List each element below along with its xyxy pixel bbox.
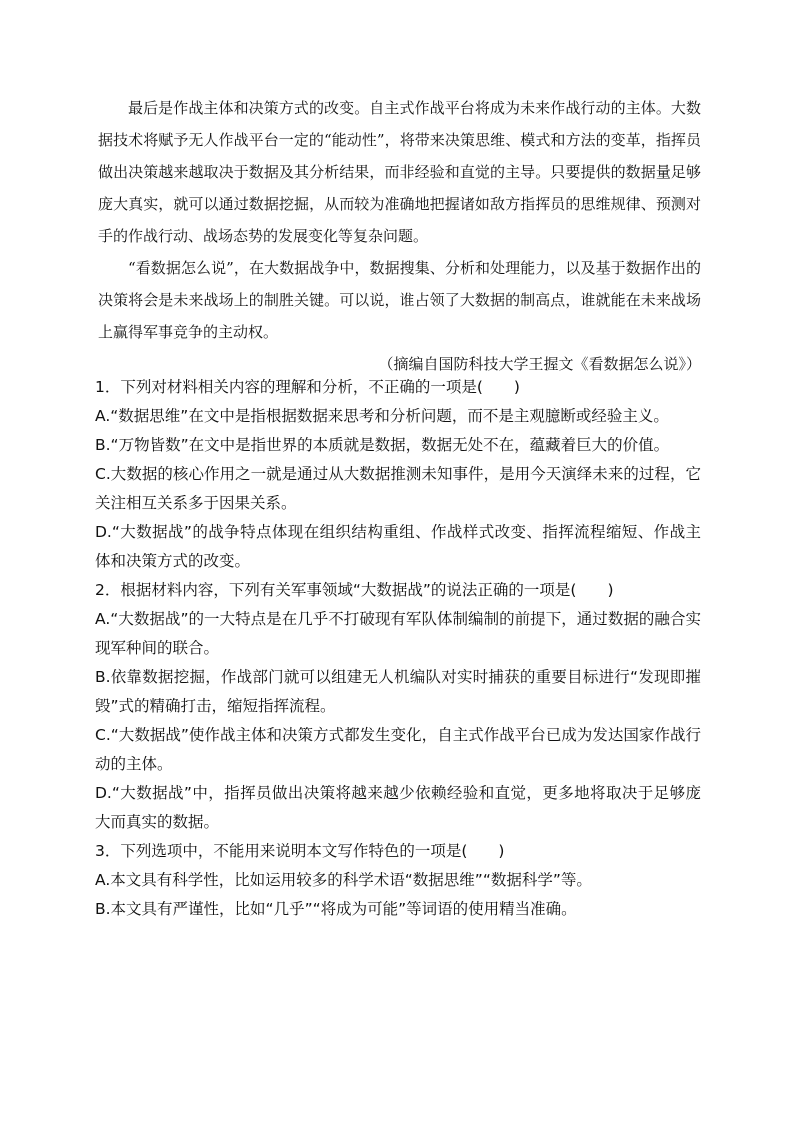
option-b: B.“万物皆数”在文中是指世界的本质就是数据，数据无处不在，蕴藏着巨大的价值。 — [95, 436, 670, 454]
passage-paragraph-2: “看数据怎么说”，在大数据战争中，数据搜集、分析和处理能力，以及基于数据作出的决策将会是未来战场上的制胜关键。可以说，谁占领了大数据的制高点，谁就能在未来战场上赢得军事竞争的主动权。 — [98, 259, 701, 341]
option-d: D.“大数据战”的战争特点体现在组织结构重组、作战样式改变、指挥流程缩短、作战主体和决策方式的改变。 — [95, 523, 701, 570]
option-b: B.依靠数据挖掘，作战部门就可以组建无人机编队对实时捕获的重要目标进行“发现即摧毁”式的精确打击，缩短指挥流程。 — [95, 668, 701, 715]
question-stem: 1．下列对材料相关内容的理解和分析，不正确的一项是( ) — [95, 378, 520, 396]
question-2 — [95, 576, 701, 837]
reading-passage — [98, 92, 701, 380]
option-a: A.“数据思维”在文中是指根据数据来思考和分析问题，而不是主观臆断或经验主义。 — [95, 407, 669, 425]
passage-source: （摘编自国防科技大学王握文《看数据怎么说》） — [378, 355, 701, 373]
question-3 — [95, 837, 701, 924]
question-stem: 3．下列选项中，不能用来说明本文写作特色的一项是( ) — [95, 842, 505, 860]
question-stem: 2．根据材料内容，下列有关军事领域“大数据战”的说法正确的一项是( ) — [95, 581, 614, 599]
option-c: C.“大数据战”使作战主体和决策方式都发生变化，自主式作战平台已成为发达国家作战行动的主体。 — [95, 726, 701, 773]
question-1 — [95, 373, 701, 576]
option-c: C.大数据的核心作用之一就是通过从大数据推测未知事件，是用今天演绎未来的过程，它关注相互关系多于因果关系。 — [95, 465, 701, 512]
option-d: D.“大数据战”中，指挥员做出决策将越来越少依赖经验和直觉，更多地将取决于足够庞大而真实的数据。 — [95, 784, 701, 831]
option-a: A.“大数据战”的一大特点是在几乎不打破现有军队体制编制的前提下，通过数据的融合实现军种间的联合。 — [95, 610, 701, 657]
question-list — [95, 373, 701, 924]
passage-paragraph-1: 最后是作战主体和决策方式的改变。自主式作战平台将成为未来作战行动的主体。大数据技术将赋予无人作战平台一定的“能动性”，将带来决策思维、模式和方法的变革，指挥员做出决策越来越取决于数据及其分析结果，而非经验和直觉的主导。只要提供的数据量足够庞大真实，就可以通过数据挖掘，从而较为准确地把握诸如敌方指挥员的思维规律、预测对手的作战行动、战场态势的发展变化等复杂问题。 — [98, 99, 701, 245]
option-b: B.本文具有严谨性，比如“几乎”“将成为可能”等词语的使用精当准确。 — [95, 900, 577, 918]
option-a: A.本文具有科学性，比如运用较多的科学术语“数据思维”“数据科学”等。 — [95, 871, 592, 889]
